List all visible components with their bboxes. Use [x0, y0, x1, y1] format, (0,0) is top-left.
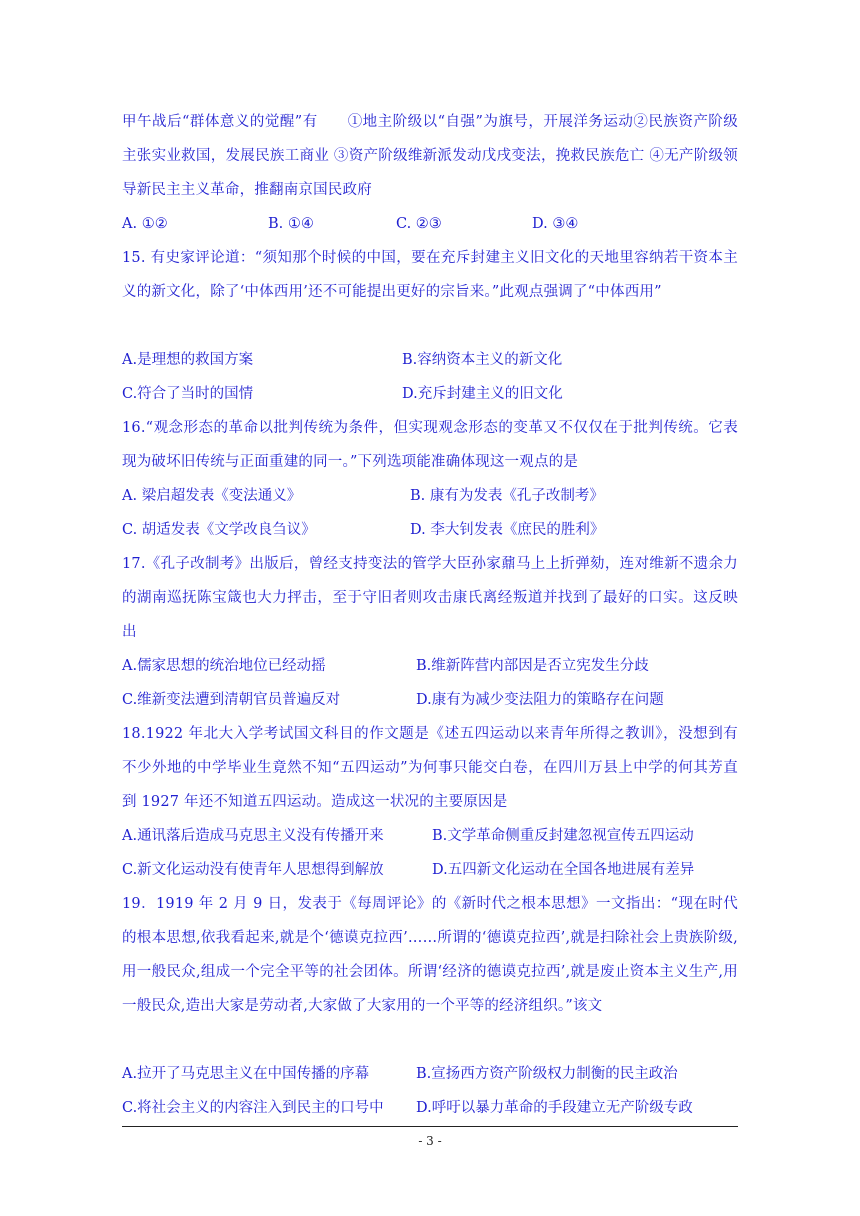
- question-14-option-a: A. ①②: [122, 216, 168, 232]
- footer-divider: [122, 1126, 738, 1127]
- question-15-options-row-2: [122, 377, 738, 411]
- question-18-option-d: D.五四新文化运动在全国各地进展有差异: [432, 862, 695, 878]
- question-16-option-b: B. 康有为发表《孔子改制考》: [410, 488, 604, 504]
- question-15-option-b: B.容纳资本主义的新文化: [402, 352, 563, 368]
- question-17-option-b: B.维新阵营内部因是否立宪发生分歧: [416, 658, 649, 674]
- question-14-option-b: B. ①④: [268, 216, 314, 232]
- question-17-option-c: C.维新变法遭到清朝官员普遍反对: [122, 692, 341, 708]
- question-19-option-b: B.宣扬西方资产阶级权力制衡的民主政治: [416, 1066, 678, 1082]
- question-19-option-d: D.呼吁以暴力革命的手段建立无产阶级专政: [416, 1100, 693, 1116]
- question-14-option-c: C. ②③: [396, 216, 442, 232]
- question-17-stem: 17.《孔子改制考》出版后，曾经支持变法的管学大臣孙家鼐马上上折弹劾，连对维新不遗余力的湖南巡抚陈宝箴也大力抨击，至于守旧者则攻击康氏离经叛道并找到了最好的口实。这反映出: [122, 556, 738, 640]
- question-16-option-c: C. 胡适发表《文学改良刍议》: [122, 522, 316, 538]
- question-19-option-a: A.拉开了马克思主义在中国传播的序幕: [122, 1066, 370, 1082]
- question-14-options: [122, 207, 738, 241]
- question-17-option-d: D.康有为减少变法阻力的策略存在问题: [416, 692, 664, 708]
- question-19-options-row-2: [122, 1091, 738, 1125]
- question-18-option-b: B.文学革命侧重反封建忽视宣传五四运动: [432, 828, 694, 844]
- question-19-stem: 19．1919 年 2 月 9 日，发表于《每周评论》的《新时代之根本思想》一文指出：“现在时代的根本思想,依我看起来,就是个‘德谟克拉西’……所谓的‘德谟克拉西’,就是扫除社会上贵族阶级,用一般民众,组成一个完全平等的社会团体。所谓‘经济的德谟克拉西’,就是废止资本主义生产,用一般民众,造出大家是劳动者,大家做了大家用的一个平等的经济组织。”该文: [122, 896, 738, 1014]
- question-17-options-row-2: [122, 683, 738, 717]
- question-16-option-d: D. 李大钊发表《庶民的胜利》: [410, 522, 605, 538]
- question-14-stem: 甲午战后“群体意义的觉醒”有 ①地主阶级以“自强”为旗号，开展洋务运动②民族资产阶级主张实业救国，发展民族工商业 ③资产阶级维新派发动戊戌变法，挽救民族危亡 ④无产阶级领导新民主主义革命，推翻南京国民政府: [122, 114, 738, 198]
- question-19-options-row-1: [122, 1057, 738, 1091]
- question-17-option-a: A.儒家思想的统治地位已经动摇: [122, 658, 326, 674]
- question-16-options-row-2: [122, 513, 738, 547]
- question-18-options-row-2: [122, 853, 738, 887]
- question-16-stem: 16.“观念形态的革命以批判传统为条件，但实现观念形态的变革又不仅仅在于批判传统。它表现为破坏旧传统与正面重建的同一。”下列选项能准确体现这一观点的是: [122, 420, 738, 470]
- question-16-options-row-1: [122, 479, 738, 513]
- question-15-stem: 15. 有史家评论道：“须知那个时候的中国，要在充斥封建主义旧文化的天地里容纳若干资本主义的新文化，除了‘中体西用’还不可能提出更好的宗旨来。”此观点强调了“中体西用”: [122, 250, 738, 300]
- question-18-option-c: C.新文化运动没有使青年人思想得到解放: [122, 862, 384, 878]
- question-14-option-d: D. ③④: [532, 216, 579, 232]
- question-16-option-a: A. 梁启超发表《变法通义》: [122, 488, 302, 504]
- question-18-options-row-1: [122, 819, 738, 853]
- question-17-options-row-1: [122, 649, 738, 683]
- question-15-option-d: D.充斥封建主义的旧文化: [402, 386, 563, 402]
- question-19-option-c: C.将社会主义的内容注入到民主的口号中: [122, 1100, 384, 1116]
- question-18-stem: 18.1922 年北大入学考试国文科目的作文题是《述五四运动以来青年所得之教训》，没想到有不少外地的中学毕业生竟然不知“五四运动”为何事只能交白卷，在四川万县上中学的何其芳直到 1927 年还不知道五四运动。造成这一状况的主要原因是: [122, 726, 738, 810]
- question-18-option-a: A.通讯落后造成马克思主义没有传播开来: [122, 828, 384, 844]
- question-15-option-c: C.符合了当时的国情: [122, 386, 254, 402]
- question-15-options-row-1: [122, 343, 738, 377]
- page-number: - 3 -: [418, 1134, 442, 1148]
- question-15-option-a: A.是理想的救国方案: [122, 352, 254, 368]
